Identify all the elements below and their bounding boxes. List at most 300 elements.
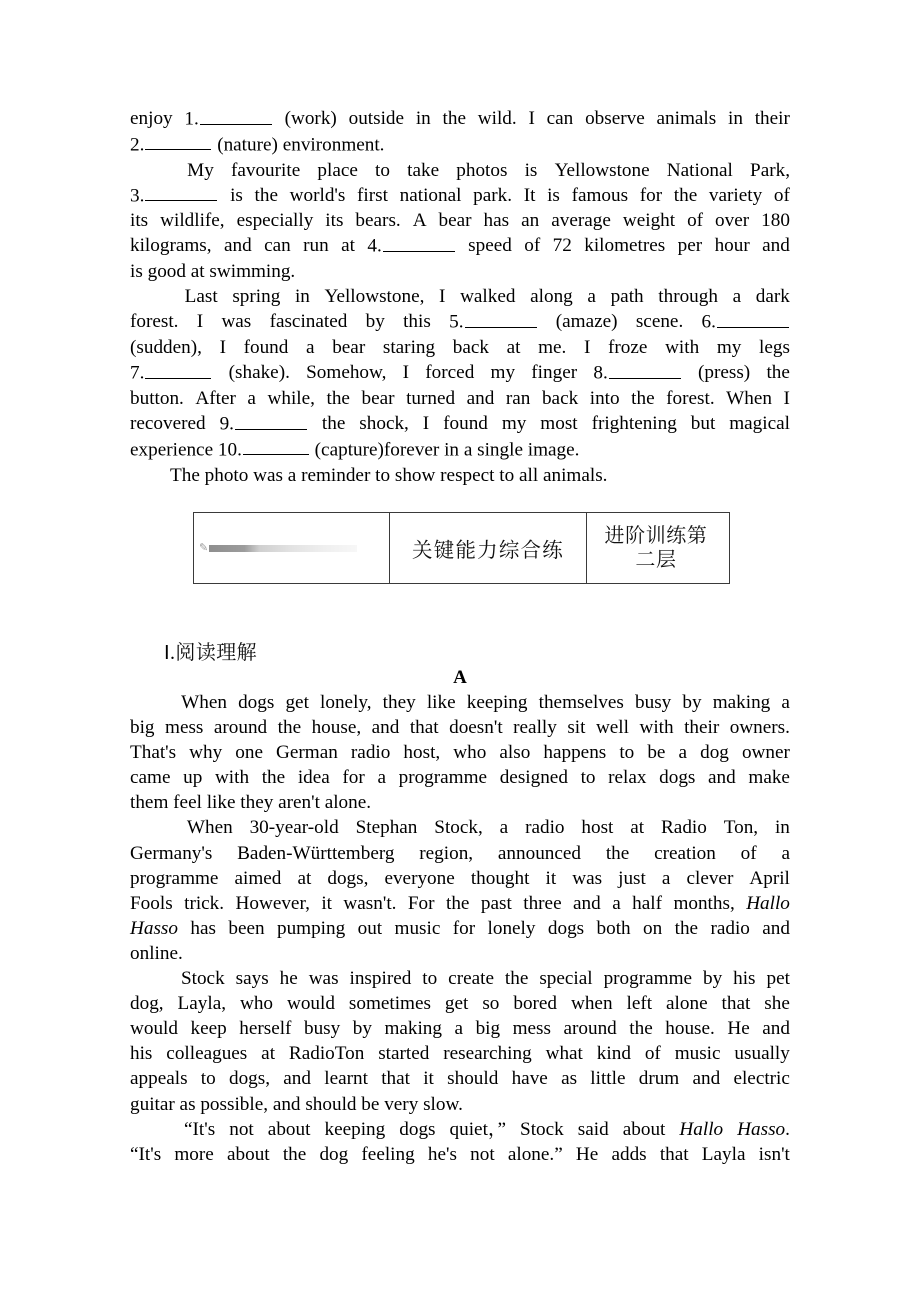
text-run: the — [282, 1143, 307, 1165]
text-run: my — [490, 362, 516, 384]
text-run: Stock, — [434, 817, 483, 839]
section-heading — [164, 636, 257, 665]
text-run: my — [501, 413, 527, 435]
line-token — [581, 765, 596, 790]
line-token — [326, 386, 349, 411]
line-token — [327, 866, 368, 891]
text-run: host, — [403, 742, 441, 764]
text-run: he's — [427, 1143, 457, 1165]
line-token — [674, 183, 697, 209]
text-run: is — [547, 184, 560, 206]
line-token — [553, 233, 572, 259]
line-token — [268, 1117, 311, 1142]
text-run: into — [589, 387, 620, 409]
line-token — [422, 966, 437, 991]
line-token — [227, 1142, 270, 1167]
line-token — [381, 1066, 410, 1091]
cloze-line — [130, 158, 790, 183]
line-token — [675, 916, 698, 941]
line-token — [774, 183, 790, 209]
line-token — [764, 991, 790, 1016]
section-banner-table — [193, 512, 730, 584]
text-run: He — [575, 1143, 599, 1165]
text-run: out — [357, 917, 383, 939]
text-run: For — [407, 892, 435, 914]
line-token — [729, 411, 790, 437]
text-run: (capture)forever in a single image. — [309, 439, 580, 461]
text-run: was — [308, 968, 339, 990]
line-token — [261, 1041, 275, 1066]
text-run: observe — [585, 108, 645, 129]
line-token — [585, 106, 645, 132]
text-run: programme — [398, 767, 488, 789]
text-run: radio — [525, 817, 565, 839]
line-token — [678, 233, 703, 259]
text-run: scene. — [635, 311, 684, 333]
text-run: of — [687, 210, 704, 232]
line-token — [306, 360, 386, 386]
line-token — [190, 1016, 226, 1041]
line-token — [304, 1016, 340, 1041]
line-token — [572, 183, 629, 209]
text-run: to — [422, 968, 438, 990]
line-token — [439, 284, 445, 309]
line-token — [130, 208, 148, 233]
text-run: can — [264, 235, 291, 257]
text-run: kilograms, — [130, 235, 212, 257]
line-token — [660, 1142, 689, 1167]
line-token — [325, 208, 343, 233]
text-run: well — [595, 717, 629, 739]
line-token — [539, 966, 592, 991]
text-run: them feel like they aren't alone. — [130, 792, 372, 814]
text-run: the — [766, 362, 790, 384]
line-token — [297, 866, 311, 891]
text-run: sit — [567, 717, 586, 739]
line-token — [443, 1041, 531, 1066]
cloze-line — [130, 284, 790, 309]
text-run: When — [186, 817, 233, 839]
text-run: it — [423, 1068, 434, 1090]
text-run: adds — [611, 1143, 647, 1165]
line-token — [612, 891, 621, 916]
line-token — [467, 690, 528, 715]
text-run: to — [580, 767, 596, 789]
text-run: Stock — [180, 968, 225, 990]
text-run: was — [572, 867, 603, 889]
line-token — [184, 106, 272, 132]
line-token — [453, 740, 486, 765]
fill-in-blank[interactable] — [465, 309, 537, 328]
text-run: a — [377, 767, 386, 789]
text-run: recovered — [130, 413, 206, 435]
text-run: park. — [473, 184, 513, 206]
line-token — [229, 1117, 254, 1142]
line-token — [639, 715, 673, 740]
passage-body — [130, 690, 790, 1167]
indent-spacer — [130, 1117, 170, 1142]
text-run: famous — [571, 184, 629, 206]
text-run: isn't — [758, 1143, 790, 1165]
text-run: 3. — [130, 185, 145, 207]
text-run: Radio — [661, 817, 707, 839]
text-run: three — [523, 892, 562, 914]
text-run: drum — [638, 1068, 680, 1090]
text-run: bear — [438, 210, 472, 232]
line-token — [542, 386, 578, 411]
passage-line — [130, 941, 790, 966]
line-token — [578, 1117, 609, 1142]
line-token — [447, 1066, 498, 1091]
line-token — [728, 106, 743, 132]
line-token — [130, 309, 178, 335]
text-run: an — [521, 210, 540, 232]
text-run: and — [371, 717, 400, 739]
text-run: finger — [531, 362, 578, 384]
line-token — [220, 411, 308, 437]
text-run: found — [443, 413, 488, 435]
line-token — [303, 233, 329, 259]
text-run: they — [382, 692, 416, 713]
line-token — [189, 740, 222, 765]
cloze-line — [130, 183, 790, 209]
line-token — [413, 208, 427, 233]
line-token — [130, 1066, 188, 1091]
text-run: found — [243, 337, 289, 359]
text-run: hour — [714, 235, 750, 257]
text-run: photos — [456, 159, 508, 181]
text-run: not — [229, 1118, 254, 1140]
passage-paragraph — [130, 1117, 790, 1167]
text-run: at — [341, 235, 355, 257]
text-run: appeals — [130, 1068, 188, 1090]
line-token — [416, 106, 431, 132]
text-run: I — [439, 286, 446, 308]
line-token — [471, 866, 530, 891]
line-token — [611, 284, 644, 309]
text-run: 30-year-old — [249, 817, 339, 839]
line-token — [439, 208, 472, 233]
line-token — [174, 1142, 213, 1167]
text-run: doesn't — [449, 717, 503, 739]
line-token — [491, 360, 516, 386]
line-token — [448, 966, 494, 991]
text-run: Layla — [701, 1143, 746, 1165]
line-token — [283, 1142, 306, 1167]
line-token — [700, 740, 729, 765]
text-run: it — [545, 867, 557, 889]
text-run: she — [764, 993, 790, 1015]
line-token — [684, 715, 719, 740]
text-run: and — [708, 767, 736, 789]
line-token — [505, 966, 528, 991]
line-token — [425, 360, 474, 386]
text-run: Yellowstone — [554, 159, 650, 181]
text-run: up — [183, 767, 203, 789]
text-run: by — [702, 968, 723, 990]
text-run: has — [190, 917, 216, 939]
text-run: busy — [303, 1018, 341, 1040]
line-token — [781, 841, 790, 866]
italic-text: Hasso — [737, 1118, 786, 1140]
text-run: take — [407, 159, 440, 181]
line-token — [748, 765, 790, 790]
line-token — [130, 386, 184, 411]
line-token — [540, 411, 577, 437]
fill-in-blank[interactable] — [235, 411, 307, 430]
fill-in-blank[interactable] — [145, 132, 211, 151]
line-token — [593, 360, 681, 386]
line-token — [383, 335, 435, 360]
line-token — [499, 740, 530, 765]
text-run: for — [342, 767, 365, 789]
line-token — [702, 309, 790, 335]
line-token — [645, 1041, 661, 1066]
text-run: speed — [468, 235, 512, 257]
line-token — [449, 715, 503, 740]
text-run: National — [666, 159, 733, 181]
text-run: the — [277, 717, 302, 739]
passage-line — [130, 765, 790, 790]
text-run: forced — [425, 362, 475, 384]
line-token — [762, 916, 790, 941]
text-run: like — [426, 692, 456, 713]
line-token — [399, 1117, 435, 1142]
line-token — [166, 1041, 247, 1066]
italic-text: Hallo — [746, 892, 790, 914]
text-run: My — [187, 159, 214, 181]
line-token — [524, 233, 540, 259]
line-token — [619, 740, 634, 765]
line-token — [573, 891, 601, 916]
text-run: dogs, — [228, 1068, 271, 1090]
text-run: has — [483, 210, 510, 232]
text-run: 9. — [219, 413, 234, 435]
text-run: his — [130, 1043, 153, 1065]
text-run: making — [384, 1018, 442, 1040]
line-token — [165, 715, 203, 740]
text-run: of — [773, 184, 790, 206]
line-token — [761, 208, 790, 233]
line-token — [639, 1066, 680, 1091]
line-token — [403, 740, 440, 765]
indent-spacer — [130, 815, 170, 840]
text-run: pet — [766, 968, 790, 990]
line-token — [130, 233, 212, 259]
line-token — [236, 891, 310, 916]
text-run: really — [513, 717, 557, 739]
line-token — [500, 765, 568, 790]
text-run: I — [196, 311, 204, 333]
text-run: quiet，” — [449, 1118, 507, 1140]
text-run: outside — [348, 108, 405, 129]
text-run: frightening — [591, 413, 677, 435]
line-token — [679, 1117, 723, 1142]
text-run: is good at swimming. — [130, 261, 296, 283]
line-token — [523, 891, 561, 916]
line-token — [710, 916, 749, 941]
line-token — [627, 991, 653, 1016]
text-run: designed — [499, 767, 568, 789]
line-token — [702, 1142, 746, 1167]
line-token — [608, 335, 647, 360]
fill-in-blank[interactable] — [383, 233, 455, 252]
line-token — [665, 1016, 715, 1041]
line-token — [306, 335, 315, 360]
line-token — [268, 386, 315, 411]
text-run: about — [267, 1118, 311, 1140]
text-run: 5. — [449, 312, 464, 334]
fill-in-blank[interactable] — [717, 309, 789, 328]
line-token — [130, 916, 178, 941]
line-token — [277, 916, 345, 941]
text-run: started — [378, 1043, 430, 1065]
line-token — [130, 891, 173, 916]
text-run: Baden-Württemberg — [237, 842, 395, 864]
line-token — [187, 158, 214, 183]
fill-in-blank[interactable] — [200, 106, 272, 125]
text-run: He — [727, 1018, 750, 1040]
line-token — [353, 1016, 372, 1041]
passage-line — [130, 740, 790, 765]
cloze-line — [130, 463, 790, 488]
line-token — [361, 386, 394, 411]
line-token — [665, 335, 699, 360]
text-run: house, — [311, 717, 362, 739]
text-run: especially — [236, 210, 314, 232]
line-token — [717, 335, 742, 360]
text-run: clever — [686, 867, 734, 889]
text-run: owners. — [729, 717, 790, 739]
text-run: big — [475, 1018, 501, 1040]
line-token — [270, 309, 348, 335]
line-token — [295, 284, 310, 309]
line-token — [320, 690, 372, 715]
fill-in-blank[interactable] — [243, 437, 309, 456]
text-run: keeping — [324, 1118, 386, 1140]
text-run: everyone — [384, 867, 455, 889]
text-run: at — [297, 867, 312, 889]
text-run: the — [261, 767, 286, 789]
text-run: (amaze) — [555, 311, 618, 333]
text-run: for — [452, 917, 476, 939]
line-token — [666, 386, 714, 411]
line-token — [130, 740, 176, 765]
line-token — [713, 690, 771, 715]
line-token — [470, 1142, 495, 1167]
line-token — [630, 815, 644, 840]
line-token — [629, 1016, 652, 1041]
line-token — [395, 916, 441, 941]
text-run: the — [674, 917, 699, 939]
text-run: by — [682, 692, 702, 713]
text-run: dog, — [130, 993, 164, 1015]
line-token — [484, 208, 510, 233]
line-token — [427, 690, 456, 715]
line-token — [130, 866, 218, 891]
line-token — [419, 841, 473, 866]
line-token — [640, 183, 662, 209]
line-token — [546, 1041, 583, 1066]
indent-spacer — [130, 158, 170, 183]
text-run: not — [470, 1143, 495, 1165]
text-run: big — [130, 717, 155, 739]
line-token — [319, 1142, 348, 1167]
text-run: in — [727, 108, 743, 129]
line-token — [473, 183, 512, 209]
text-run: me. — [538, 337, 567, 359]
text-run: usually — [734, 1043, 790, 1065]
line-token — [513, 991, 557, 1016]
line-token — [349, 106, 404, 132]
line-token — [481, 891, 512, 916]
line-token — [709, 183, 762, 209]
text-run: inspired — [349, 968, 412, 990]
line-token — [290, 183, 346, 209]
line-token — [237, 841, 394, 866]
text-run: making — [712, 692, 771, 713]
line-token — [130, 991, 164, 1016]
text-run: Fools — [130, 892, 173, 914]
line-token — [525, 815, 564, 840]
text-run: little — [590, 1068, 626, 1090]
text-run: wildlife, — [160, 210, 225, 232]
gradient-bar — [209, 545, 357, 552]
fill-in-blank[interactable] — [145, 183, 217, 202]
line-token — [597, 1041, 631, 1066]
text-run: Stock — [520, 1118, 564, 1140]
line-token — [349, 991, 431, 1016]
text-run: I — [783, 387, 790, 409]
text-run: national — [399, 184, 462, 206]
line-token — [450, 1117, 506, 1142]
text-run: that — [721, 993, 751, 1015]
text-run: announced — [497, 842, 582, 864]
line-token — [185, 284, 218, 309]
line-token — [561, 1066, 577, 1091]
line-token — [733, 966, 755, 991]
line-token — [734, 1041, 789, 1066]
text-run: over — [715, 210, 750, 232]
text-run: April — [749, 867, 790, 889]
text-run: happens — [543, 742, 607, 764]
line-token — [240, 991, 273, 1016]
line-token — [756, 284, 790, 309]
line-token — [423, 411, 429, 437]
text-run: programme — [130, 867, 219, 889]
text-run: legs — [759, 337, 790, 359]
text-run: music — [674, 1043, 721, 1065]
line-token — [332, 335, 365, 360]
banner-main-cell — [390, 513, 587, 583]
line-token — [280, 966, 298, 991]
text-run: themselves — [538, 692, 624, 713]
line-token — [130, 360, 212, 386]
fill-in-blank[interactable] — [145, 360, 211, 379]
line-token — [358, 916, 383, 941]
text-run: the — [445, 892, 470, 914]
line-token — [410, 715, 439, 740]
line-token — [181, 966, 225, 991]
text-run: and — [466, 387, 495, 409]
text-run: guitar as possible, and should be very slow. — [130, 1093, 463, 1115]
line-token — [214, 715, 267, 740]
text-run: his — [733, 968, 756, 990]
text-run: creation — [654, 842, 716, 864]
line-token — [692, 1066, 720, 1091]
text-run: 7. — [130, 362, 145, 384]
fill-in-blank[interactable] — [609, 360, 681, 379]
